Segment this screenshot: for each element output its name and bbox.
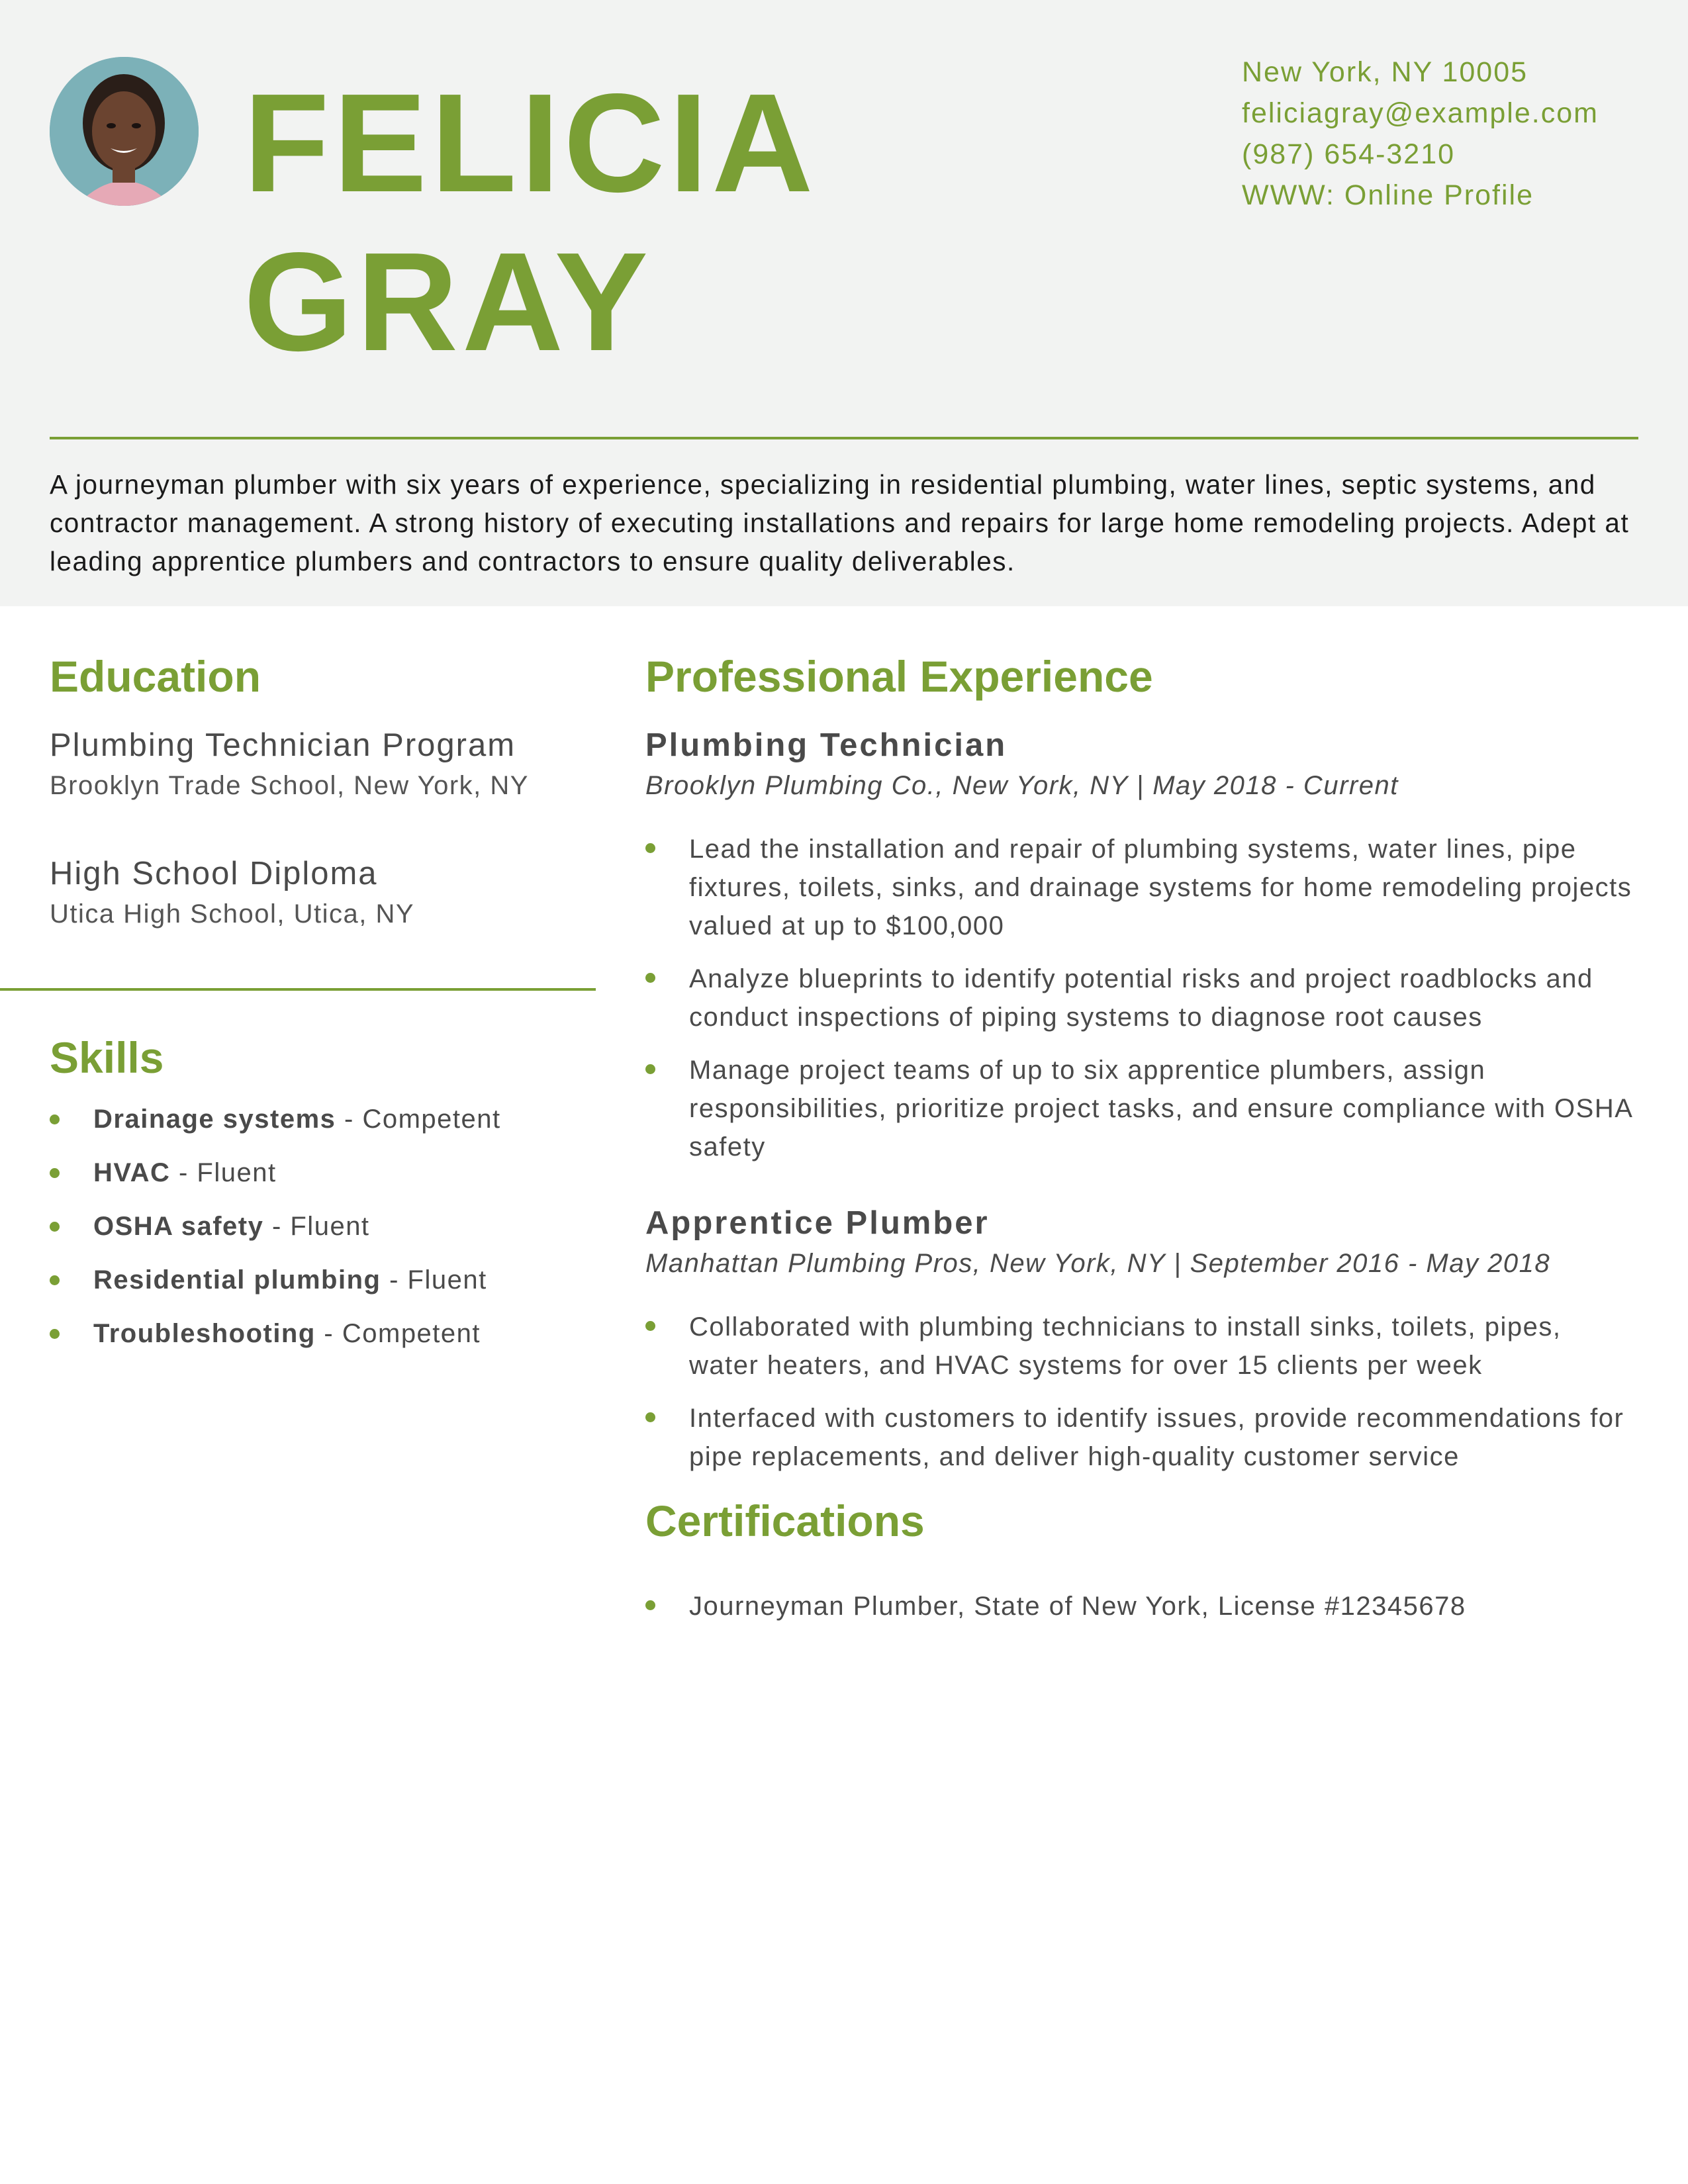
avatar [50, 57, 199, 206]
first-name: FELICIA [244, 64, 818, 221]
skill-level: - Competent [336, 1105, 501, 1134]
skill-level: - Fluent [381, 1265, 487, 1295]
education-degree: High School Diploma [50, 856, 378, 891]
certifications-title: Certifications [645, 1496, 925, 1545]
skill-level: - Fluent [263, 1212, 370, 1241]
avatar-image [50, 57, 199, 206]
job-bullet: Analyze blueprints to identify potential risks and project roadblocks and conduct inspections of piping systems to diagnose root causes [645, 960, 1638, 1036]
job-meta: Manhattan Plumbing Pros, New York, NY | September 2016 - May 2018 [645, 1249, 1551, 1278]
contact-info [1242, 52, 1599, 216]
education-degree: Plumbing Technician Program [50, 727, 516, 763]
skill-level: - Fluent [170, 1158, 277, 1187]
contact-location: New York, NY 10005 [1242, 56, 1528, 88]
skill-level: - Competent [315, 1319, 481, 1348]
skill-item [50, 1154, 501, 1192]
skill-item [50, 1207, 501, 1246]
certification-item: Journeyman Plumber, State of New York, License #12345678 [645, 1587, 1638, 1625]
summary: A journeyman plumber with six years of experience, specializing in residential plumbing, water lines, septic systems, and contractor management. A strong history of executing installations and repairs for large home remodeling projects. Adept at leading apprentice plumbers and contractors to ensure quality deliverables. [50, 469, 1630, 576]
skill-name: HVAC [93, 1158, 171, 1187]
skills-title: Skills [50, 1033, 164, 1082]
left-column [50, 649, 579, 1348]
resume-header [0, 0, 1688, 606]
job-bullet: Lead the installation and repair of plumbing systems, water lines, pipe fixtures, toilets, sinks, and drainage systems for home remodeling projects valued at up to $100,000 [645, 830, 1638, 945]
contact-email[interactable]: feliciagray@example.com [1242, 97, 1599, 129]
job-title: Apprentice Plumber [645, 1205, 990, 1241]
education-item [50, 852, 579, 933]
skill-item [50, 1314, 501, 1353]
right-column [645, 649, 1638, 1640]
header-divider [50, 437, 1638, 439]
job-entry [645, 724, 1638, 1166]
skill-name: Troubleshooting [93, 1319, 316, 1348]
job-bullets [645, 1308, 1638, 1476]
skills-section [50, 1030, 501, 1368]
skill-name: Drainage systems [93, 1105, 336, 1134]
skill-item [50, 1261, 501, 1299]
education-skills-divider [0, 988, 596, 991]
education-item [50, 724, 579, 805]
contact-phone: (987) 654-3210 [1242, 138, 1456, 170]
contact-website[interactable]: WWW: Online Profile [1242, 179, 1534, 211]
job-bullets [645, 830, 1638, 1166]
last-name: GRAY [244, 223, 653, 380]
education-title: Education [50, 652, 261, 701]
job-bullet: Collaborated with plumbing technicians to install sinks, toilets, pipes, water heaters, and HVAC systems for over 15 clients per week [645, 1308, 1638, 1385]
certifications-section [645, 1493, 1638, 1625]
certifications-list [645, 1587, 1638, 1625]
skill-item [50, 1100, 501, 1138]
job-bullet: Interfaced with customers to identify issues, provide recommendations for pipe replacements, and deliver high-quality customer service [645, 1399, 1638, 1476]
skills-list [50, 1100, 501, 1353]
job-bullet: Manage project teams of up to six apprentice plumbers, assign responsibilities, prioritize project tasks, and ensure compliance with OSHA safety [645, 1051, 1638, 1166]
candidate-name [244, 64, 817, 381]
skill-name: OSHA safety [93, 1212, 264, 1241]
education-school: Brooklyn Trade School, New York, NY [50, 771, 529, 800]
job-title: Plumbing Technician [645, 727, 1008, 763]
skill-name: Residential plumbing [93, 1265, 381, 1295]
education-school: Utica High School, Utica, NY [50, 899, 415, 929]
job-meta: Brooklyn Plumbing Co., New York, NY | May 2018 - Current [645, 771, 1399, 800]
job-entry [645, 1202, 1638, 1476]
experience-title: Professional Experience [645, 652, 1153, 701]
